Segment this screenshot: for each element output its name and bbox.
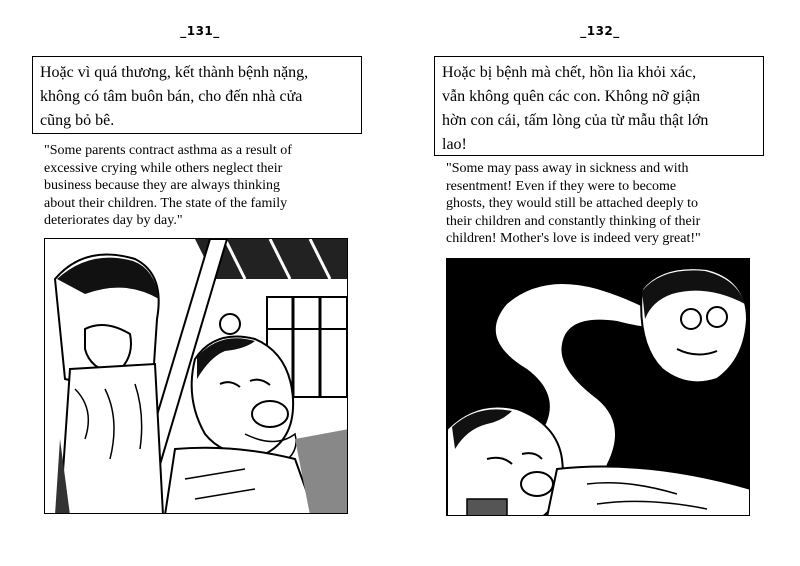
- ink-illustration: [45, 239, 348, 514]
- vietnamese-text-box: Hoặc vì quá thương, kết thành bệnh nặng, không có tâm buôn bán, cho đến nhà cửa cũng bỏ bê.: [32, 56, 362, 134]
- right-page: [400, 0, 800, 566]
- illustration-panel-weeping-parents: [44, 238, 348, 514]
- english-caption: "Some parents contract asthma as a result of excessive crying while others neglect their business because they are always thinking about their children. The state of the family deteriorates day by day.": [44, 143, 292, 228]
- page-number: _132_: [580, 24, 620, 38]
- vietnamese-text-box: Hoặc bị bệnh mà chết, hồn lìa khỏi xác, vẫn không quên các con. Không nỡ giận hờn con cái, tấm lòng của từ mẫu thật lớn lao!: [434, 56, 764, 156]
- illustration-panel-mother-spirit: [446, 258, 750, 516]
- english-caption: "Some may pass away in sickness and with resentment! Even if they were to become ghosts, they would still be attached deeply to their children and constantly thinking of their children! Mother's love is indeed very great!": [446, 161, 701, 246]
- ink-illustration: [447, 259, 750, 516]
- page-number: _131_: [180, 24, 220, 38]
